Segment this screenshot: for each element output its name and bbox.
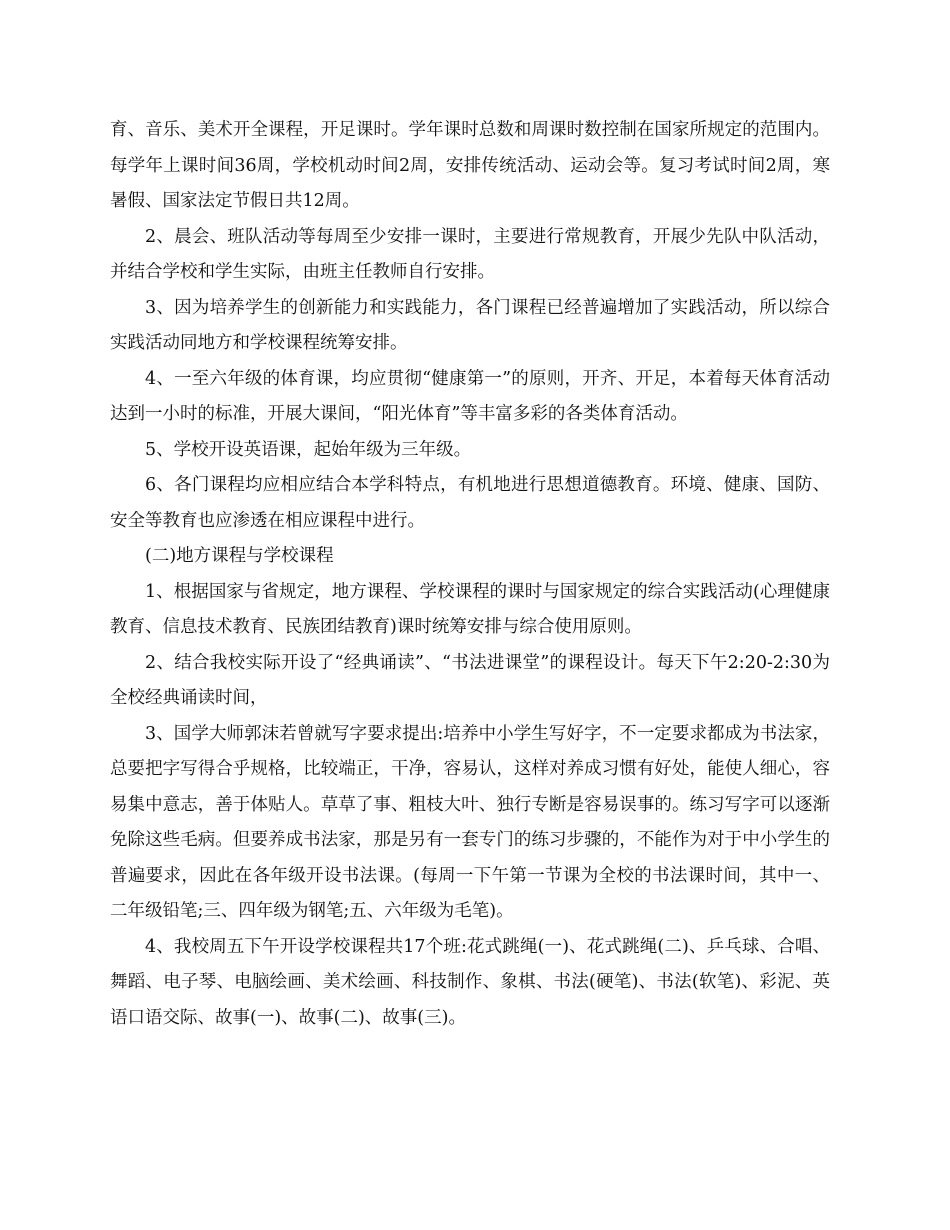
- paragraph-8: 2、结合我校实际开设了“经典诵读”、“书法进课堂”的课程设计。每天下午2:20-2:30为全校经典诵读时间，: [110, 652, 830, 708]
- paragraph-1: 育、音乐、美术开全课程，开足课时。学年课时总数和周课时数控制在国家所规定的范围内。每学年上课时间36周，学校机动时间2周，安排传统活动、运动会等。复习考试时间2周，寒暑假、国家法定节假日共12周。: [110, 120, 830, 211]
- paragraph-6: 6、各门课程均应相应结合本学科特点，有机地进行思想道德教育。环境、健康、国防、安全等教育也应渗透在相应课程中进行。: [110, 475, 830, 531]
- paragraph-5: 5、学校开设英语课，起始年级为三年级。: [145, 439, 472, 460]
- paragraph-2: 2、晨会、班队活动等每周至少安排一课时，主要进行常规教育，开展少先队中队活动，并结合学校和学生实际，由班主任教师自行安排。: [110, 226, 830, 282]
- paragraph-3: 3、因为培养学生的创新能力和实践能力，各门课程已经普遍增加了实践活动，所以综合实践活动同地方和学校课程统筹安排。: [110, 297, 830, 353]
- paragraph-10: 4、我校周五下午开设学校课程共17个班:花式跳绳(一)、花式跳绳(二)、乒乓球、合唱、舞蹈、电子琴、电脑绘画、美术绘画、科技制作、象棋、书法(硬笔)、书法(软笔)、彩泥、英语口语交际、故事(一)、故事(二)、故事(三)。: [110, 936, 830, 1028]
- paragraph-9: 3、国学大师郭沫若曾就写字要求提出:培养中小学生写好字，不一定要求都成为书法家，总要把字写得合乎规格，比较端正，干净，容易认，这样对养成习惯有好处，能使人细心，容易集中意志，善于体贴人。草草了事、粗枝大叶、独行专断是容易误事的。练习写字可以逐渐免除这些毛病。但要养成书法家，那是另有一套专门的练习步骤的，不能作为对于中小学生的普遍要求，因此在各年级开设书法课。(每周一下午第一节课为全校的书法课时间，其中一、二年级铅笔;三、四年级为钢笔;五、六年级为毛笔)。: [110, 723, 830, 921]
- section-heading: (二)地方课程与学校课程: [145, 546, 334, 566]
- paragraph-7: 1、根据国家与省规定，地方课程、学校课程的课时与国家规定的综合实践活动(心理健康教育、信息技术教育、民族团结教育)课时统筹安排与综合使用原则。: [110, 581, 830, 637]
- document-body: [110, 113, 830, 1036]
- paragraph-4: 4、一至六年级的体育课，均应贯彻“健康第一”的原则，开齐、开足，本着每天体育活动达到一小时的标准，开展大课间，“阳光体育”等丰富多彩的各类体育活动。: [110, 368, 830, 424]
